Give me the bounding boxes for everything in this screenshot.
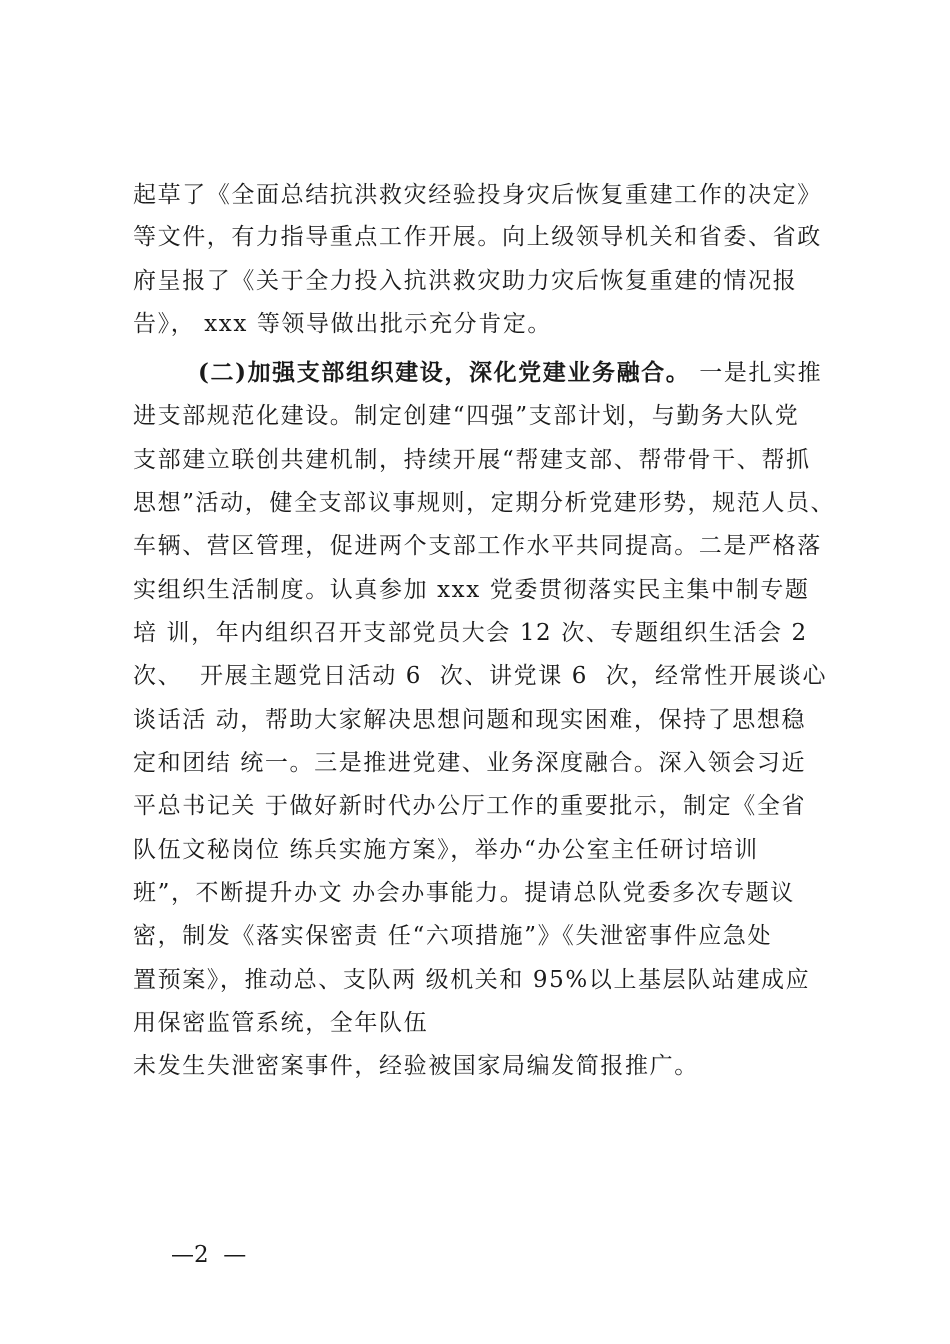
paragraph2-line-5: 车辆、营区管理，促进两个支部工作水平共同提高。二是严格落 xyxy=(133,533,822,559)
paragraph1-line-4: 告》， xxx 等领导做出批示充分肯定。 xyxy=(133,311,553,337)
paragraph1-line-3: 府呈报了《关于全力投入抗洪救灾助力灾后恢复重建的情况报 xyxy=(133,268,798,294)
paragraph2-line-2: 进支部规范化建设。制定创建“四强”支部计划，与勤务大队党 xyxy=(133,403,800,429)
paragraph2-line-13: 班”，不断提升办文 办会办事能力。提请总队党委多次专题议 xyxy=(133,880,795,906)
paragraph2-line-14: 密，制发《落实保密责 任“六项措施”》《失泄密事件应急处 xyxy=(133,923,773,949)
page-number: —2 — xyxy=(171,1242,247,1268)
paragraph2-line-10: 定和团结 统一。三是推进党建、业务深度融合。深入领会习近 xyxy=(133,750,807,776)
paragraph1-line-1: 起草了《全面总结抗洪救灾经验投身灾后恢复重建工作的决定》 xyxy=(133,182,822,208)
paragraph2-line-6: 实组织生活制度。认真参加 xxx 党委贯彻落实民主集中制专题 xyxy=(133,577,810,603)
paragraph2-first-line-text: 一是扎实推 xyxy=(690,360,823,386)
paragraph2-line-12: 队伍文秘岗位 练兵实施方案》，举办“办公室主任研讨培训 xyxy=(133,837,759,863)
paragraph2-line-4: 思想”活动，健全支部议事规则，定期分析党建形势，规范人员、 xyxy=(133,490,836,516)
paragraph2-line-3: 支部建立联创共建机制，持续开展“帮建支部、帮带骨干、帮抓 xyxy=(133,447,811,473)
paragraph1-line-2: 等文件，有力指导重点工作开展。向上级领导机关和省委、省政 xyxy=(133,224,822,250)
section-heading: (二)加强支部组织建设，深化党建业务融合。 xyxy=(198,359,691,386)
paragraph2-line-17: 未发生失泄密案事件，经验被国家局编发简报推广。 xyxy=(133,1053,699,1079)
paragraph2-line-11: 平总书记关 于做好新时代办公厅工作的重要批示，制定《全省 xyxy=(133,793,807,819)
paragraph2-line-9: 谈话活 动，帮助大家解决思想问题和现实困难，保持了思想稳 xyxy=(133,707,807,733)
paragraph2-line-7: 培 训，年内组织召开支部党员大会 12 次、专题组织生活会 2 xyxy=(133,620,808,646)
paragraph2-line-16: 用保密监管系统，全年队伍 xyxy=(133,1010,429,1036)
paragraph2-first-line xyxy=(198,358,822,388)
paragraph2-line-15: 置预案》，推动总、支队两 级机关和 95%以上基层队站建成应 xyxy=(133,967,811,993)
paragraph2-line-8: 次、 开展主题党日活动 6 次、讲党课 6 次，经常性开展谈心 xyxy=(133,663,828,689)
